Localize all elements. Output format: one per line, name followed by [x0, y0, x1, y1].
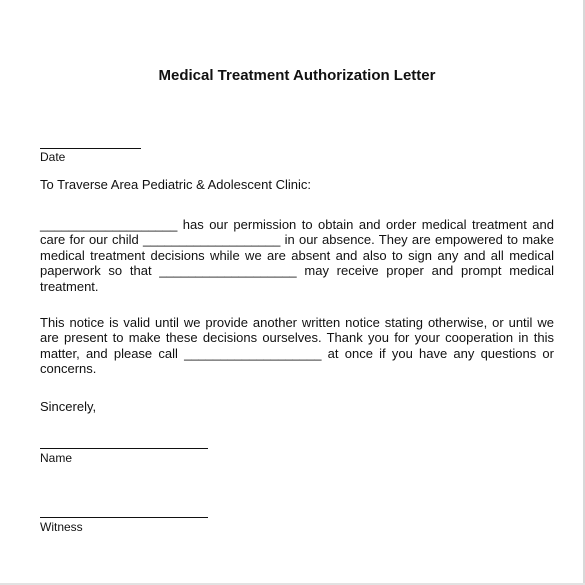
- witness-label: Witness: [40, 520, 83, 534]
- closing: Sincerely,: [40, 399, 97, 414]
- name-signature-line: [40, 448, 208, 449]
- permission-paragraph: [40, 217, 554, 294]
- validity-text-1: This notice is valid until we provide another written notice stating otherwise, or until we are present to make these decisions ourselves. Thank you for your cooperation in this matter, and please call: [40, 315, 554, 361]
- date-label: Date: [40, 150, 66, 164]
- name-label: Name: [40, 451, 73, 465]
- child-name-blank-2: ___________________: [159, 263, 297, 279]
- date-line: [40, 148, 141, 149]
- validity-paragraph: [40, 315, 554, 377]
- permission-text-2: in our absence. They are empowered to make medical treatment decisions while we are absent and also to sign any and all medical paperwork so that: [40, 232, 555, 279]
- permission-text-3: may receive proper and prompt medical treatment.: [40, 263, 554, 294]
- salutation: To Traverse Area Pediatric & Adolescent Clinic:: [40, 177, 311, 192]
- permission-text-1: has our permission to obtain and order medical treatment and care for our child: [40, 217, 554, 248]
- child-name-blank: ___________________: [142, 232, 281, 248]
- witness-signature-line: [40, 517, 208, 518]
- document-title: Medical Treatment Authorization Letter: [158, 67, 436, 84]
- caregiver-name-blank: ___________________: [40, 217, 178, 232]
- validity-text-2: at once if you have any questions or concerns.: [40, 345, 554, 377]
- contact-name-blank: ___________________: [184, 345, 322, 361]
